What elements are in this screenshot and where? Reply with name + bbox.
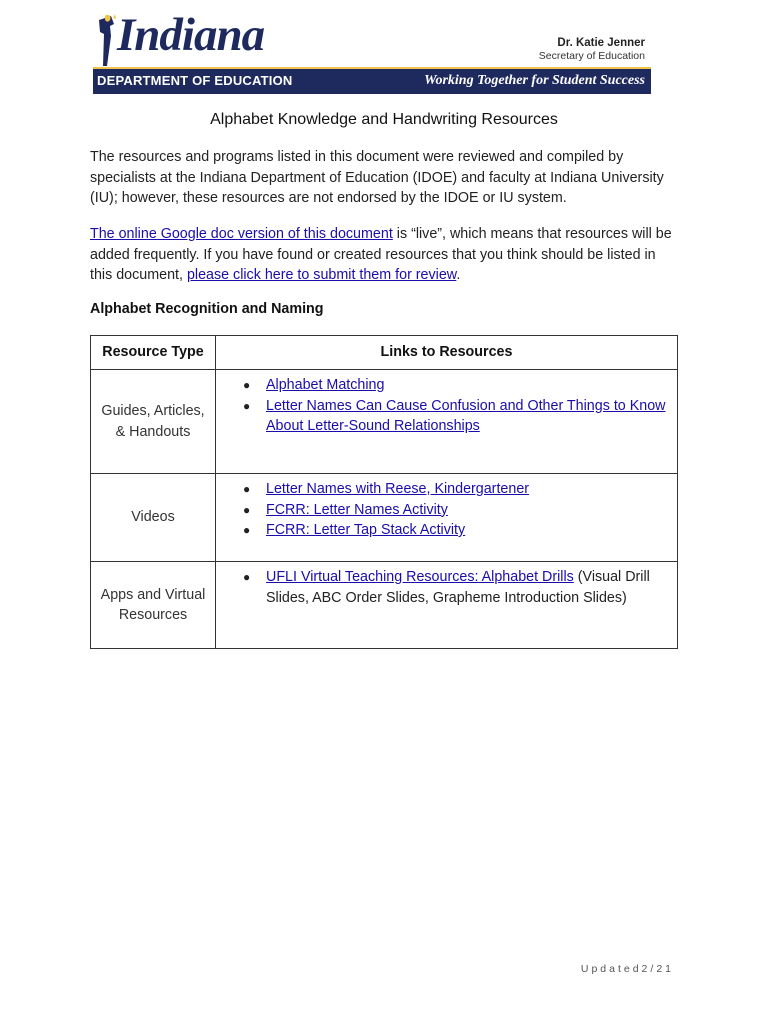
list-item	[226, 479, 667, 500]
live-doc-text: is “live”, which means that resources will be added frequently. If you have found or created resources that you think should be listed in this document,	[90, 226, 672, 283]
department-name: DEPARTMENT OF EDUCATION	[97, 73, 293, 88]
resource-type-cell: Guides, Articles, & Handouts	[91, 370, 216, 474]
list-item	[226, 500, 667, 521]
table-row	[91, 474, 678, 562]
table-header-row	[91, 336, 678, 370]
link-list	[226, 479, 667, 541]
idoe-banner	[93, 9, 651, 94]
resource-link[interactable]: Letter Names Can Cause Confusion and Other Things to Know About Letter-Sound Relationships	[266, 397, 666, 434]
secretary-title: Secretary of Education	[538, 50, 645, 62]
bullet-icon: ●	[243, 482, 251, 496]
resource-link[interactable]: Letter Names with Reese, Kindergartener	[266, 481, 530, 497]
link-list	[226, 375, 667, 437]
resource-link[interactable]: Alphabet Matching	[266, 377, 385, 393]
table-row	[91, 562, 678, 649]
link-description: (Visual Drill Slides, ABC Order Slides, Grapheme Introduction Slides)	[266, 569, 650, 606]
secretary-name: Dr. Katie Jenner	[557, 37, 645, 49]
list-item	[226, 396, 667, 437]
live-doc-paragraph	[90, 224, 680, 286]
submit-resources-link[interactable]: please click here to submit them for review	[186, 267, 457, 283]
indiana-logo-text: Indiana	[117, 9, 265, 61]
bullet-icon: ●	[243, 502, 251, 517]
motto: Working Together for Student Success	[424, 73, 645, 88]
list-item	[226, 375, 667, 396]
header-resource-type: Resource Type	[91, 336, 216, 370]
resource-link[interactable]: FCRR: Letter Tap Stack Activity	[266, 522, 466, 538]
links-cell	[216, 474, 678, 562]
intro-paragraph: The resources and programs listed in this document were reviewed and compiled by specialists at the Indiana Department of Education (IDOE) and faculty at Indiana University (IU); however, these resources are not endorsed by the IDOE or IU system.	[90, 149, 664, 206]
torch-icon	[95, 14, 117, 66]
banner-bar	[93, 67, 651, 94]
resource-link[interactable]: UFLI Virtual Teaching Resources: Alphabet Drills	[266, 569, 574, 585]
table-row	[91, 370, 678, 474]
section-heading: Alphabet Recognition and Naming	[90, 301, 324, 317]
resource-type-cell: Apps and Virtual Resources	[91, 562, 216, 649]
banner-top	[93, 9, 651, 67]
resource-type-cell: Videos	[91, 474, 216, 562]
document-title: Alphabet Knowledge and Handwriting Resources	[210, 111, 558, 128]
updated-date: Updated2/21	[580, 963, 674, 975]
google-doc-link[interactable]: The online Google doc version of this document	[90, 226, 393, 242]
header-links: Links to Resources	[216, 336, 678, 370]
links-cell	[216, 562, 678, 649]
secretary-block	[539, 36, 645, 63]
bullet-icon: ●	[243, 570, 251, 584]
resource-link[interactable]: FCRR: Letter Names Activity	[266, 501, 448, 518]
links-cell	[216, 370, 678, 474]
live-doc-period: .	[456, 267, 461, 283]
bullet-icon: ●	[243, 398, 251, 413]
bullet-icon: ●	[243, 378, 251, 392]
bullet-icon: ●	[243, 523, 251, 537]
link-list	[226, 567, 667, 608]
list-item	[226, 567, 667, 608]
resources-table	[90, 335, 678, 649]
list-item	[226, 520, 667, 541]
